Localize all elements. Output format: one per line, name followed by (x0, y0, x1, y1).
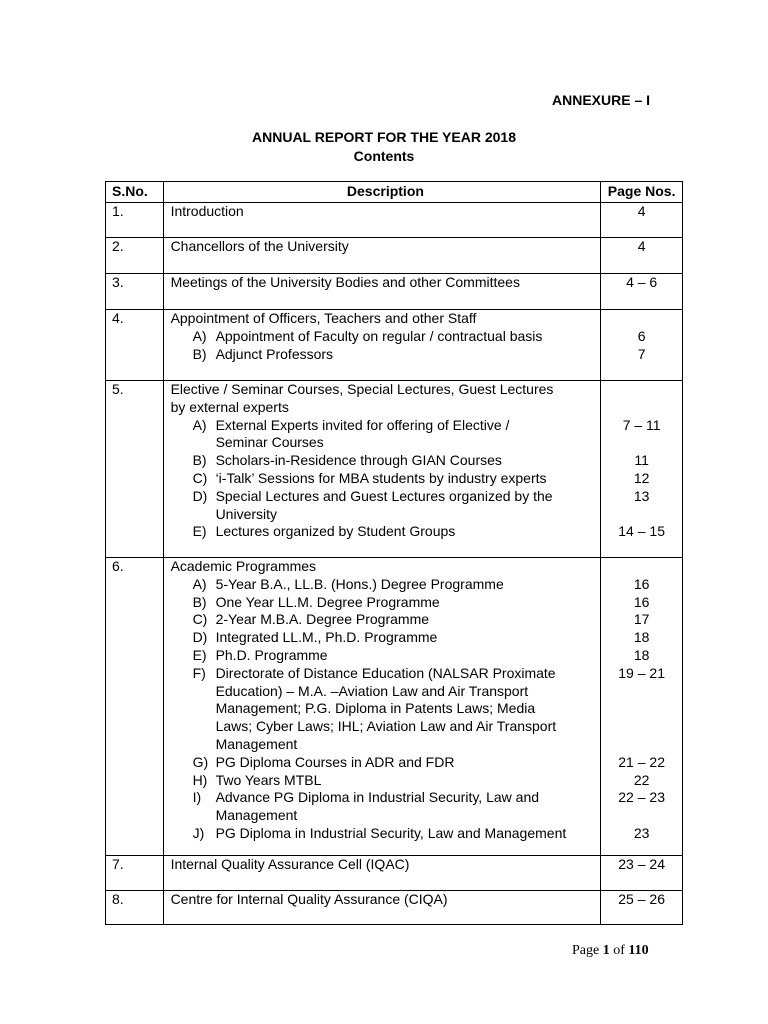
subitem-page-range: 7 (637, 345, 646, 362)
subitem-page-range: 22 (633, 771, 650, 788)
page-spacer (601, 434, 682, 452)
row-description (163, 203, 601, 238)
subitem (171, 825, 601, 843)
page-footer (572, 943, 649, 959)
page-spacer (601, 718, 682, 736)
subitem-label: I) (192, 789, 202, 806)
subitem (171, 611, 601, 629)
section-title: Introduction (170, 203, 244, 219)
page-range (601, 558, 682, 576)
subitem (171, 523, 601, 541)
table-row (106, 856, 683, 891)
subitem-page-range: 7 – 11 (622, 416, 661, 433)
row-description (163, 856, 601, 891)
row-pages (601, 203, 683, 238)
subitem (171, 470, 601, 488)
subitem-label: D) (192, 487, 208, 504)
row-description (163, 558, 601, 856)
subitem-page-range: 19 – 21 (618, 664, 665, 681)
subitem-label: B) (192, 345, 207, 362)
subitem (171, 789, 601, 807)
subitem-page-range: 13 (633, 487, 650, 504)
subitem-text: Directorate of Distance Education (NALSAR Proximate (215, 664, 556, 681)
section-title: Chancellors of the University (170, 238, 349, 254)
row-pages (601, 891, 683, 925)
table-row (106, 381, 683, 558)
subitem-label: C) (192, 611, 208, 628)
subitem-label: G) (192, 753, 209, 770)
row-sno: 5. (106, 381, 164, 558)
subitem-text: Adjunct Professors (215, 345, 334, 362)
subitem-text: Integrated LL.M., Ph.D. Programme (215, 629, 438, 646)
subitem (171, 346, 601, 364)
footer-prefix: Page (572, 943, 600, 958)
subitem-label: E) (192, 523, 207, 540)
subitem (171, 629, 601, 647)
row-sno: 4. (106, 310, 164, 381)
subitem-page-range: 23 (633, 824, 650, 841)
subitem-label: F) (192, 664, 206, 681)
subitem-text: Appointment of Faculty on regular / contractual basis (215, 327, 543, 344)
subitem-page-range: 14 – 15 (618, 523, 665, 540)
page-range: 25 – 26 (618, 891, 665, 907)
page-range: 23 – 24 (618, 856, 665, 872)
subitem-text-continued: Management; P.G. Diploma in Patents Laws; Media (215, 700, 536, 717)
page-spacer (601, 683, 682, 701)
subitem-label: D) (192, 629, 208, 646)
subitem (171, 417, 601, 435)
document-title: ANNUAL REPORT FOR THE YEAR 2018 (252, 129, 516, 145)
table-row (106, 203, 683, 238)
row-description (163, 274, 601, 310)
subitem-text-continued: Management (215, 807, 298, 824)
subitem-label: H) (192, 771, 208, 788)
page-range (601, 310, 682, 328)
subitem (171, 328, 601, 346)
subitem-page-range: 18 (633, 646, 650, 663)
subitem-text: PG Diploma in Industrial Security, Law and Management (215, 824, 567, 841)
subitem-text: Special Lectures and Guest Lectures organized by the (215, 487, 553, 504)
row-pages (601, 381, 683, 558)
page-range: 4 (637, 238, 646, 254)
row-description (163, 310, 601, 381)
document-subtitle: Contents (353, 148, 415, 164)
subitem-page-range: 17 (633, 611, 650, 628)
document-title-block (0, 128, 768, 166)
subitem-text-continued: Management (215, 735, 298, 752)
subitem-label: A) (192, 327, 207, 344)
subitem (171, 488, 601, 506)
subitem (171, 754, 601, 772)
page-spacer (601, 700, 682, 718)
row-pages (601, 856, 683, 891)
annexure-label: ANNEXURE – I (552, 92, 651, 108)
subitem-label: J) (192, 824, 205, 841)
section-title: Meetings of the University Bodies and other Committees (170, 274, 520, 290)
subitem-text: Ph.D. Programme (215, 646, 328, 663)
table-row (106, 310, 683, 381)
subitem-text: Advance PG Diploma in Industrial Security, Law and (215, 789, 540, 806)
row-sno: 8. (106, 891, 164, 925)
subitem (171, 772, 601, 790)
subitem-text: PG Diploma Courses in ADR and FDR (215, 753, 455, 770)
subitem-page-range: 22 – 23 (618, 789, 665, 806)
subitem-text: 2-Year M.B.A. Degree Programme (215, 611, 430, 628)
subitem (171, 665, 601, 683)
subitem-text-continued: University (215, 505, 278, 522)
subitem-text: One Year LL.M. Degree Programme (215, 593, 440, 610)
row-description (163, 381, 601, 558)
page-spacer (601, 506, 682, 524)
row-description (163, 238, 601, 274)
subitem-label: B) (192, 452, 207, 469)
row-pages (601, 558, 683, 856)
subitem-page-range: 11 (634, 452, 649, 469)
footer-total-pages: 110 (628, 943, 649, 958)
row-pages (601, 238, 683, 274)
footer-current-page: 1 (602, 943, 610, 958)
row-sno: 3. (106, 274, 164, 310)
subitem-page-range: 12 (633, 469, 650, 486)
subitem-page-range: 6 (637, 327, 646, 344)
subitem-text: Two Years MTBL (215, 771, 322, 788)
subitem (171, 647, 601, 665)
table-row (106, 238, 683, 274)
subitem-text-continued: Seminar Courses (215, 434, 324, 451)
section-title: Elective / Seminar Courses, Special Lectures, Guest Lectures (170, 381, 554, 397)
table-row (106, 274, 683, 310)
subitem-text-continued: Laws; Cyber Laws; IHL; Aviation Law and Air Transport (215, 718, 557, 735)
page-spacer (601, 736, 682, 754)
subitem-text: External Experts invited for offering of Elective / (215, 416, 510, 433)
row-sno: 6. (106, 558, 164, 856)
subitem-text: Lectures organized by Student Groups (215, 523, 456, 540)
page-spacer (601, 807, 682, 825)
subitem-label: E) (192, 646, 207, 663)
subitem-page-range: 16 (633, 575, 650, 592)
row-sno: 1. (106, 203, 164, 238)
header-description: Description (163, 182, 601, 203)
page-range: 4 – 6 (626, 274, 658, 290)
row-sno: 2. (106, 238, 164, 274)
footer-of: of (613, 943, 625, 958)
section-title: Appointment of Officers, Teachers and other Staff (170, 310, 477, 326)
header-sno: S.No. (106, 182, 164, 203)
table-row (106, 891, 683, 925)
subitem-label: C) (192, 469, 208, 486)
section-title: Academic Programmes (170, 558, 317, 574)
subitem-text: ‘i-Talk’ Sessions for MBA students by industry experts (215, 469, 547, 486)
section-title-continued: by external experts (170, 398, 289, 415)
subitem-page-range: 18 (633, 629, 650, 646)
subitem (171, 594, 601, 612)
row-description (163, 891, 601, 925)
page-spacer (601, 399, 682, 417)
page-range (601, 381, 682, 399)
subitem-label: B) (192, 593, 207, 610)
subitem (171, 576, 601, 594)
row-sno: 7. (106, 856, 164, 891)
row-pages (601, 310, 683, 381)
header-pages: Page Nos. (601, 182, 683, 203)
subitem-text: Scholars-in-Residence through GIAN Courses (215, 452, 502, 469)
table-row (106, 558, 683, 856)
section-title: Centre for Internal Quality Assurance (CIQA) (170, 891, 448, 907)
subitem-label: A) (192, 575, 207, 592)
subitem-page-range: 16 (633, 593, 650, 610)
page-range: 4 (637, 203, 646, 219)
contents-table (105, 181, 683, 925)
row-pages (601, 274, 683, 310)
table-header-row (106, 182, 683, 203)
subitem-text-continued: Education) – M.A. –Aviation Law and Air Transport (215, 682, 529, 699)
subitem-text: 5-Year B.A., LL.B. (Hons.) Degree Programme (215, 575, 504, 592)
subitem (171, 452, 601, 470)
section-title: Internal Quality Assurance Cell (IQAC) (170, 856, 410, 872)
subitem-page-range: 21 – 22 (618, 753, 665, 770)
subitem-label: A) (192, 416, 207, 433)
